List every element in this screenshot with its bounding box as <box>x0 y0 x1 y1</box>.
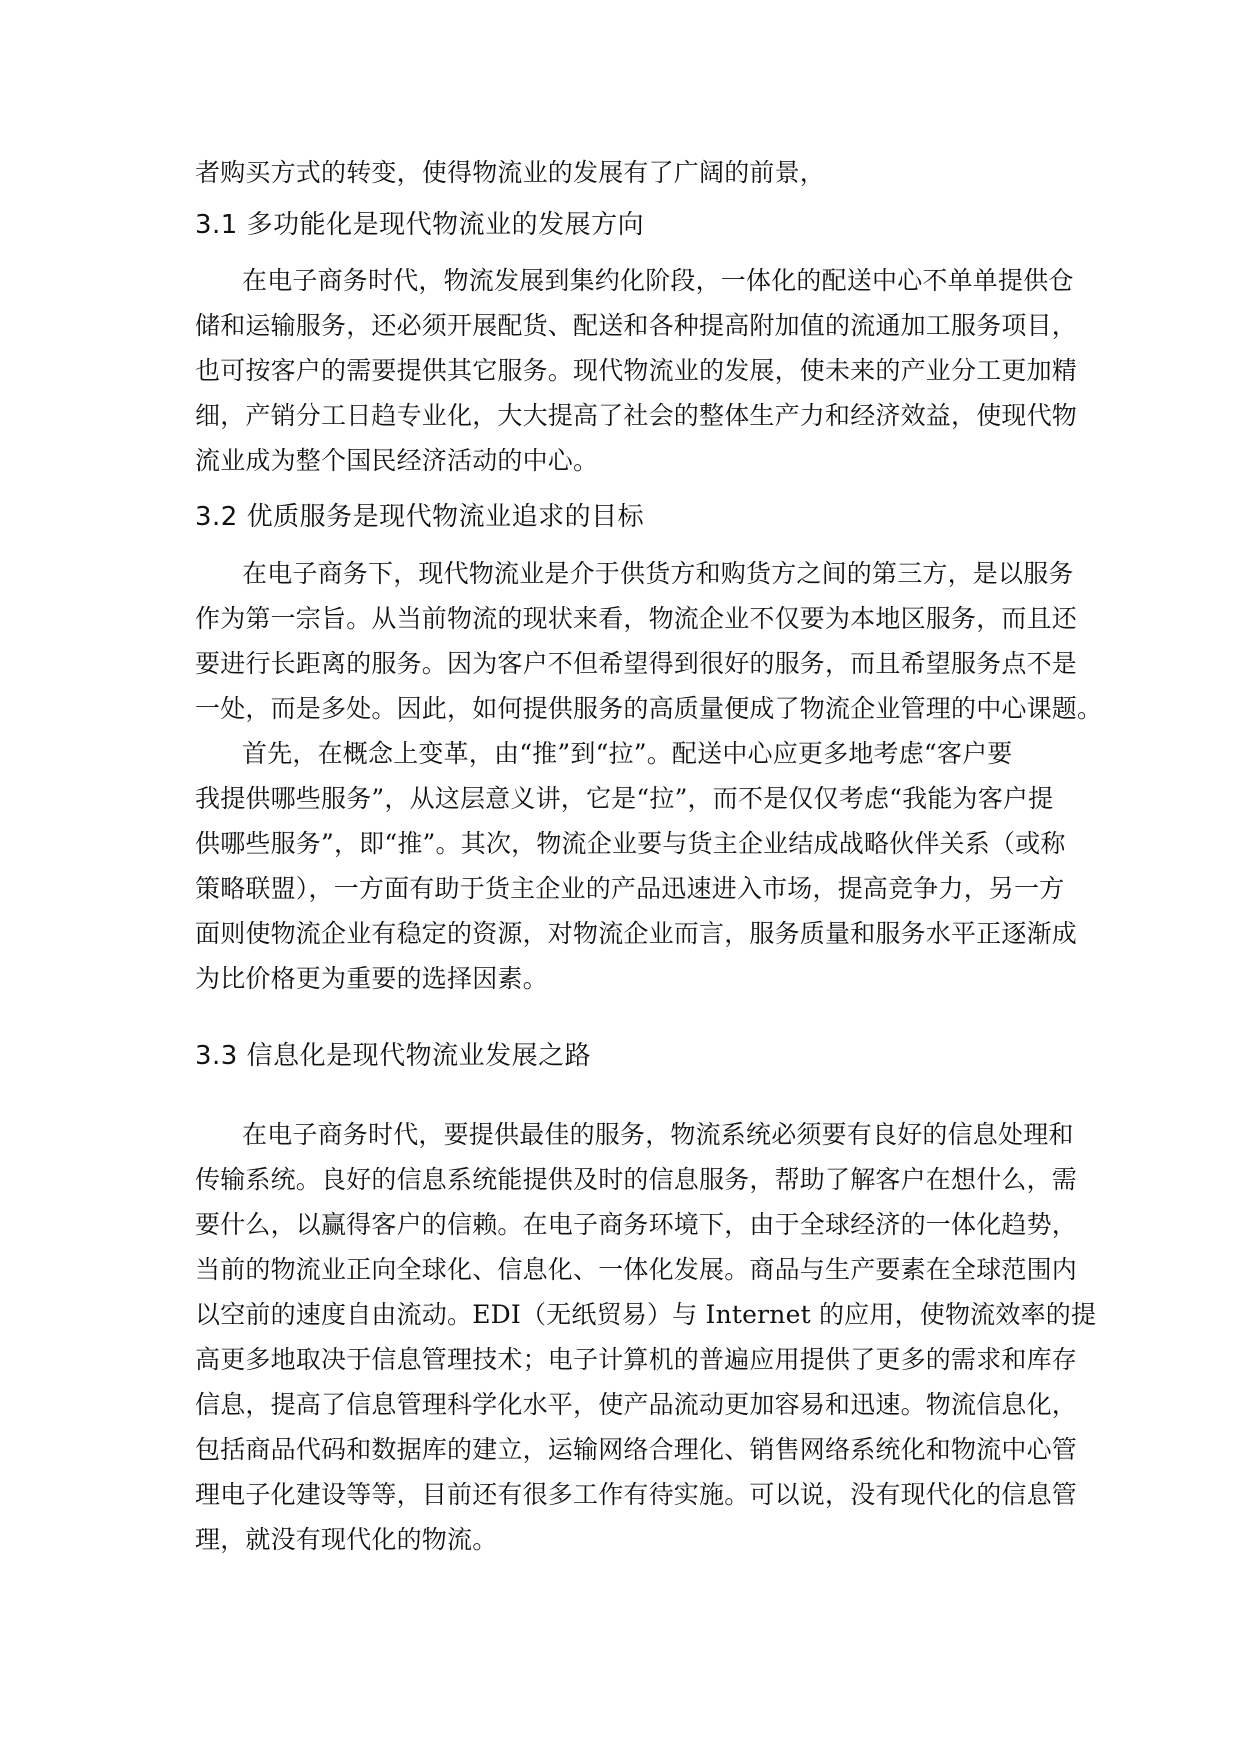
section-heading-3-1: 3.1 多功能化是现代物流业的发展方向 <box>195 210 645 240</box>
paragraph-line: 高更多地取决于信息管理技术；电子计算机的普遍应用提供了更多的需求和库存 <box>195 1345 1078 1374</box>
paragraph-line: 在电子商务下，现代物流业是介于供货方和购货方之间的第三方，是以服务 <box>242 559 1074 588</box>
paragraph-line: 为比价格更为重要的选择因素。 <box>195 964 548 993</box>
paragraph-line: 流业成为整个国民经济活动的中心。 <box>195 446 599 475</box>
section-heading-3-3: 3.3 信息化是现代物流业发展之路 <box>195 1041 592 1071</box>
paragraph-line: 在电子商务时代，要提供最佳的服务，物流系统必须要有良好的信息处理和 <box>242 1120 1074 1149</box>
paragraph-line: 要进行长距离的服务。因为客户不但希望得到很好的服务，而且希望服务点不是 <box>195 649 1078 678</box>
paragraph-line: 包括商品代码和数据库的建立，运输网络合理化、销售网络系统化和物流中心管 <box>195 1435 1078 1464</box>
paragraph-line: 供哪些服务”，即“推”。其次，物流企业要与货主企业结成战略伙伴关系（或称 <box>195 829 1066 858</box>
paragraph-line: 者购买方式的转变，使得物流业的发展有了广阔的前景， <box>195 158 826 187</box>
section-heading-3-2: 3.2 优质服务是现代物流业追求的目标 <box>195 502 645 532</box>
paragraph-line: 当前的物流业正向全球化、信息化、一体化发展。商品与生产要素在全球范围内 <box>195 1255 1078 1284</box>
paragraph-line: 细，产销分工日趋专业化，大大提高了社会的整体生产力和经济效益，使现代物 <box>195 401 1078 430</box>
paragraph-line: 要什么，以赢得客户的信赖。在电子商务环境下，由于全球经济的一体化趋势， <box>195 1210 1078 1239</box>
paragraph-line: 信息，提高了信息管理科学化水平，使产品流动更加容易和迅速。物流信息化， <box>195 1390 1078 1419</box>
paragraph-line: 作为第一宗旨。从当前物流的现状来看，物流企业不仅要为本地区服务，而且还 <box>195 604 1078 633</box>
paragraph-line: 面则使物流企业有稳定的资源，对物流企业而言，服务质量和服务水平正逐渐成 <box>195 919 1078 948</box>
paragraph-line: 策略联盟），一方面有助于货主企业的产品迅速进入市场，提高竞争力，另一方 <box>195 874 1065 903</box>
paragraph-line: 我提供哪些服务”，从这层意义讲，它是“拉”，而不是仅仅考虑“我能为客户提 <box>195 784 1054 813</box>
paragraph-line: 以空前的速度自由流动。EDI（无纸贸易）与 Internet 的应用，使物流效率的提 <box>195 1300 1097 1329</box>
paragraph-line: 也可按客户的需要提供其它服务。现代物流业的发展，使未来的产业分工更加精 <box>195 356 1078 385</box>
paragraph-line: 理电子化建设等等，目前还有很多工作有待实施。可以说，没有现代化的信息管 <box>195 1480 1078 1509</box>
paragraph-line: 在电子商务时代，物流发展到集约化阶段，一体化的配送中心不单单提供仓 <box>242 266 1074 295</box>
paragraph-line: 首先，在概念上变革，由“推”到“拉”。配送中心应更多地考虑“客户要 <box>242 739 1013 768</box>
paragraph-line: 储和运输服务，还必须开展配货、配送和各种提高附加值的流通加工服务项目， <box>195 311 1078 340</box>
paragraph-line: 一处，而是多处。因此，如何提供服务的高质量便成了物流企业管理的中心课题。 <box>195 694 1103 723</box>
paragraph-line: 传输系统。良好的信息系统能提供及时的信息服务，帮助了解客户在想什么，需 <box>195 1165 1078 1194</box>
paragraph-line: 理，就没有现代化的物流。 <box>195 1525 498 1554</box>
